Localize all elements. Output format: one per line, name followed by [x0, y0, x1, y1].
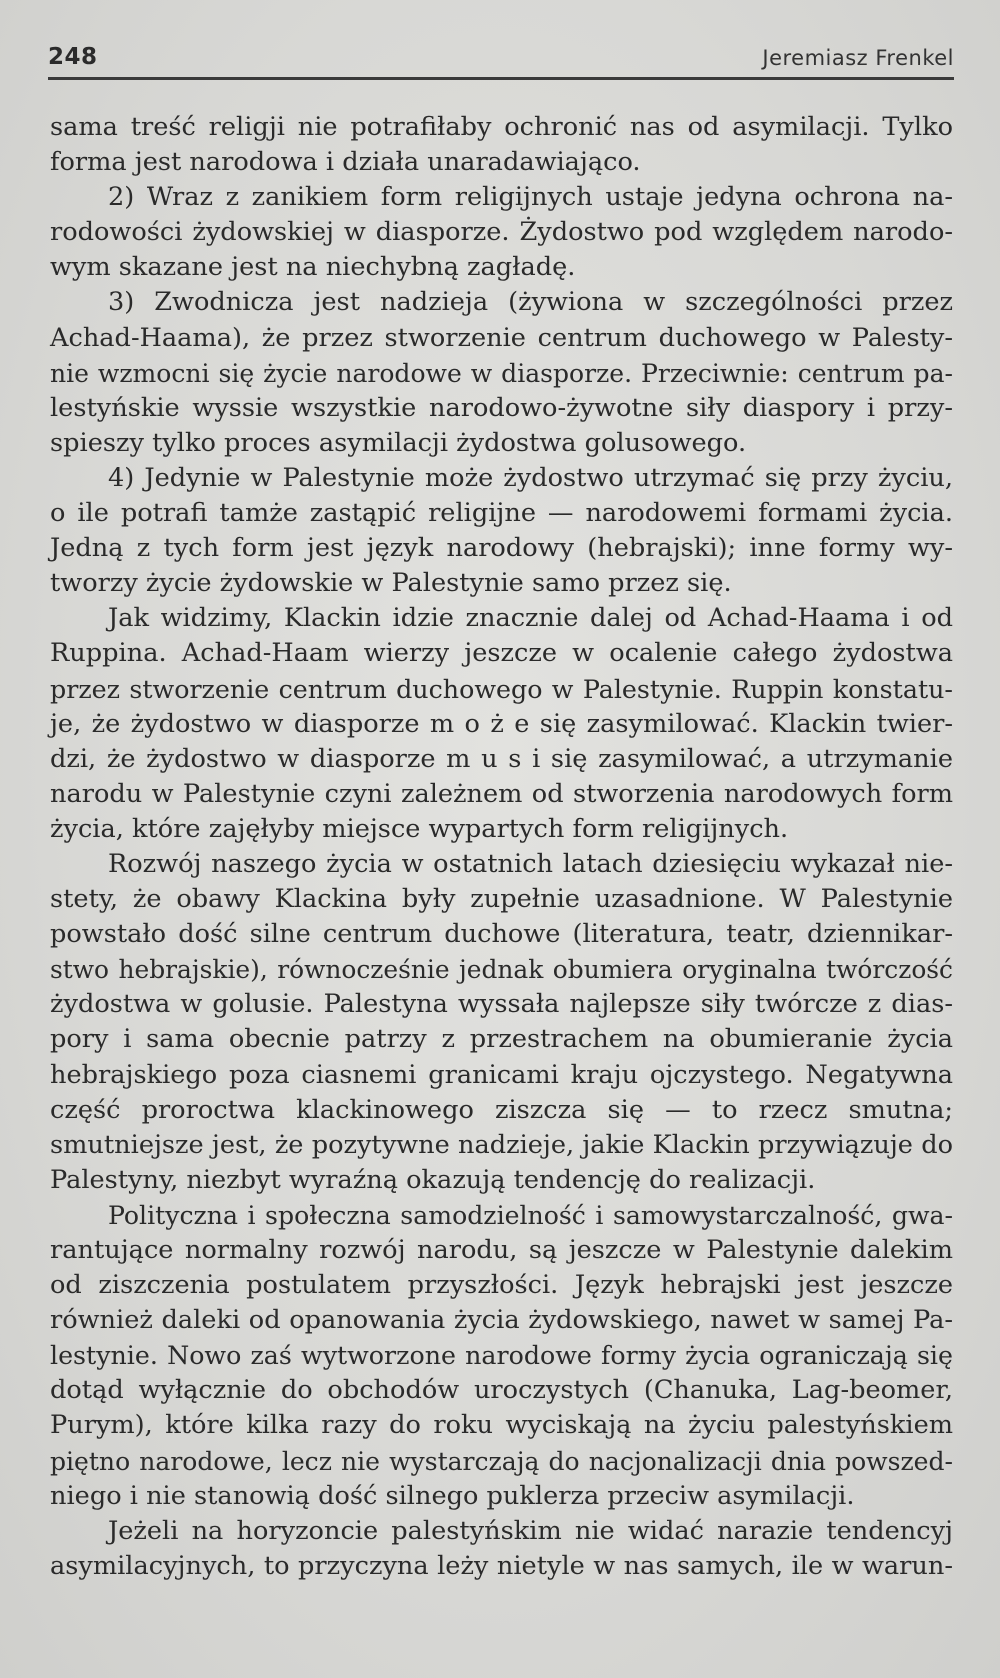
text-line: Rozwój naszego życia w ostatnich latach dziesięciu wykazał nie- [108, 848, 953, 879]
text-line: część proroctwa klackinowego ziszcza się — to rzecz smutna; [50, 1094, 953, 1125]
text-line: Jak widzimy, Klackin idzie znacznie dalej od Achad-Haama i od [108, 603, 953, 634]
text-line: sama treść religji nie potrafiłaby ochronić nas od asymilacji. Tylko [50, 112, 953, 142]
text-line: stwo hebrajskie), równocześnie jednak obumiera oryginalna twórczość [50, 955, 953, 985]
text-line: powstało dość silne centrum duchowe (literatura, teatr, dziennikar- [50, 919, 953, 950]
text-line: dzi, że żydostwo w diasporze m u s i się zasymilować, a utrzymanie [50, 743, 953, 774]
running-head: Jeremiasz Frenkel [762, 46, 954, 70]
text-line: 2) Wraz z zanikiem form religijnych ustaje jedyna ochrona na- [108, 182, 953, 213]
text-line: również daleki od opanowania życia żydowskiego, nawet w samej Pa- [50, 1305, 953, 1336]
text-line: spieszy tylko proces asymilacji żydostwa golusowego. [50, 427, 747, 458]
text-line: niego i nie stanowią dość silnego puklerza przeciw asymilacji. [50, 1480, 855, 1511]
text-line: rantujące normalny rozwój narodu, są jeszcze w Palestynie dalekim [50, 1235, 953, 1265]
header-rule [48, 77, 954, 80]
text-line: Purym), które kilka razy do roku wyciskają na życiu palestyńskiem [50, 1410, 953, 1441]
text-line: 4) Jedynie w Palestynie może żydostwo utrzymać się przy życiu, [108, 462, 953, 493]
text-line: forma jest narodowa i działa unaradawiająco. [50, 147, 641, 178]
text-line: 3) Zwodnicza jest nadzieja (żywiona w szczególności przez [108, 287, 953, 318]
text-line: piętno narodowe, lecz nie wystarczają do nacjonalizacji dnia powszed- [50, 1446, 953, 1476]
text-line: życia, które zajęłyby miejsce wypartych form religijnych. [50, 813, 789, 844]
text-line: asymilacyjnych, to przyczyna leży nietyle w nas samych, ile w warun- [50, 1550, 953, 1581]
text-line: dotąd wyłącznie do obchodów uroczystych (Chanuka, Lag-beomer, [50, 1375, 953, 1406]
text-line: pory i sama obecnie patrzy z przestrachem na obumieranie życia [50, 1024, 953, 1055]
text-line: Jedną z tych form jest język narodowy (hebrajski); inne formy wy- [50, 533, 953, 564]
text-line: o ile potrafi tamże zastąpić religijne — narodowemi formami życia. [50, 498, 953, 529]
text-line: je, że żydostwo w diasporze m o ż e się zasymilować. Klackin twier- [50, 708, 953, 739]
text-line: lestynie. Nowo zaś wytworzone narodowe formy życia ograniczają się [50, 1341, 953, 1371]
text-line: żydostwa w golusie. Palestyna wyssała najlepsze siły twórcze z dias- [50, 989, 953, 1020]
text-line: nie wzmocni się życie narodowe w diasporze. Przeciwnie: centrum pa- [50, 358, 953, 388]
text-line: lestyńskie wyssie wszystkie narodowo-żywotne siły diaspory i przy- [50, 392, 953, 423]
text-line: Polityczna i społeczna samodzielność i samowystarczalność, gwa- [108, 1200, 953, 1230]
text-line: Palestyny, niezbyt wyraźną okazują tendencję do realizacji. [50, 1164, 816, 1195]
text-line: stety, że obawy Klackina były zupełnie uzasadnione. W Palestynie [50, 884, 953, 915]
text-line: Ruppina. Achad-Haam wierzy jeszcze w ocalenie całego żydostwa [50, 638, 953, 669]
page-number: 248 [48, 44, 98, 70]
text-line: wym skazane jest na niechybną zagładę. [50, 252, 576, 283]
text-line: tworzy życie żydowskie w Palestynie samo przez się. [50, 568, 732, 599]
body-text [50, 110, 953, 1584]
text-line: hebrajskiego poza ciasnemi granicami kraju ojczystego. Negatywna [50, 1059, 953, 1090]
text-line: narodu w Palestynie czyni zależnem od stworzenia narodowych form [50, 778, 953, 809]
text-line: rodowości żydowskiej w diasporze. Żydostwo pod względem narodo- [50, 217, 953, 248]
text-line: przez stworzenie centrum duchowego w Palestynie. Ruppin konstatu- [50, 673, 953, 704]
text-line: od ziszczenia postulatem przyszłości. Język hebrajski jest jeszcze [50, 1270, 953, 1301]
page-header [48, 44, 954, 78]
text-line: smutniejsze jest, że pozytywne nadzieje, jakie Klackin przywiązuje do [50, 1129, 953, 1160]
text-line: Jeżeli na horyzoncie palestyńskim nie widać narazie tendencyj [108, 1515, 953, 1546]
text-line: Achad-Haama), że przez stworzenie centrum duchowego w Palesty- [50, 322, 953, 353]
